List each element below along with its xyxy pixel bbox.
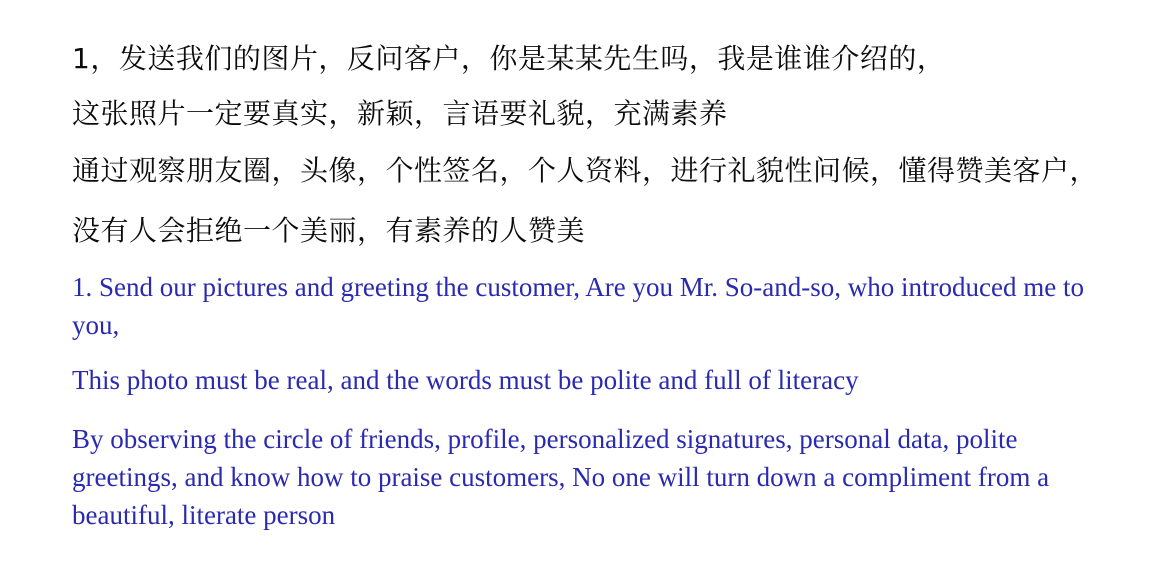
chinese-paragraph-2: 这张照片一定要真实，新颖，言语要礼貌，充满素养	[72, 97, 728, 131]
english-paragraph-3: By observing the circle of friends, profile, personalized signatures, personal data, polite greetings, and know how to praise customers, No one will turn down a compliment from a beautiful, literate person	[72, 423, 1050, 531]
chinese-paragraph-1: 1，发送我们的图片，反问客户，你是某某先生吗，我是谁谁介绍的，	[72, 42, 946, 75]
english-paragraph-2: This photo must be real, and the words must be polite and full of literacy	[72, 365, 859, 396]
chinese-paragraph-3: 通过观察朋友圈，头像，个性签名，个人资料，进行礼貌性问候，懂得赞美客户，	[72, 153, 1099, 187]
chinese-paragraph-4: 没有人会拒绝一个美丽，有素养的人赞美	[72, 214, 586, 248]
english-paragraph-1: 1. Send our pictures and greeting the customer, Are you Mr. So-and-so, who introduced me to you,	[72, 271, 1084, 341]
